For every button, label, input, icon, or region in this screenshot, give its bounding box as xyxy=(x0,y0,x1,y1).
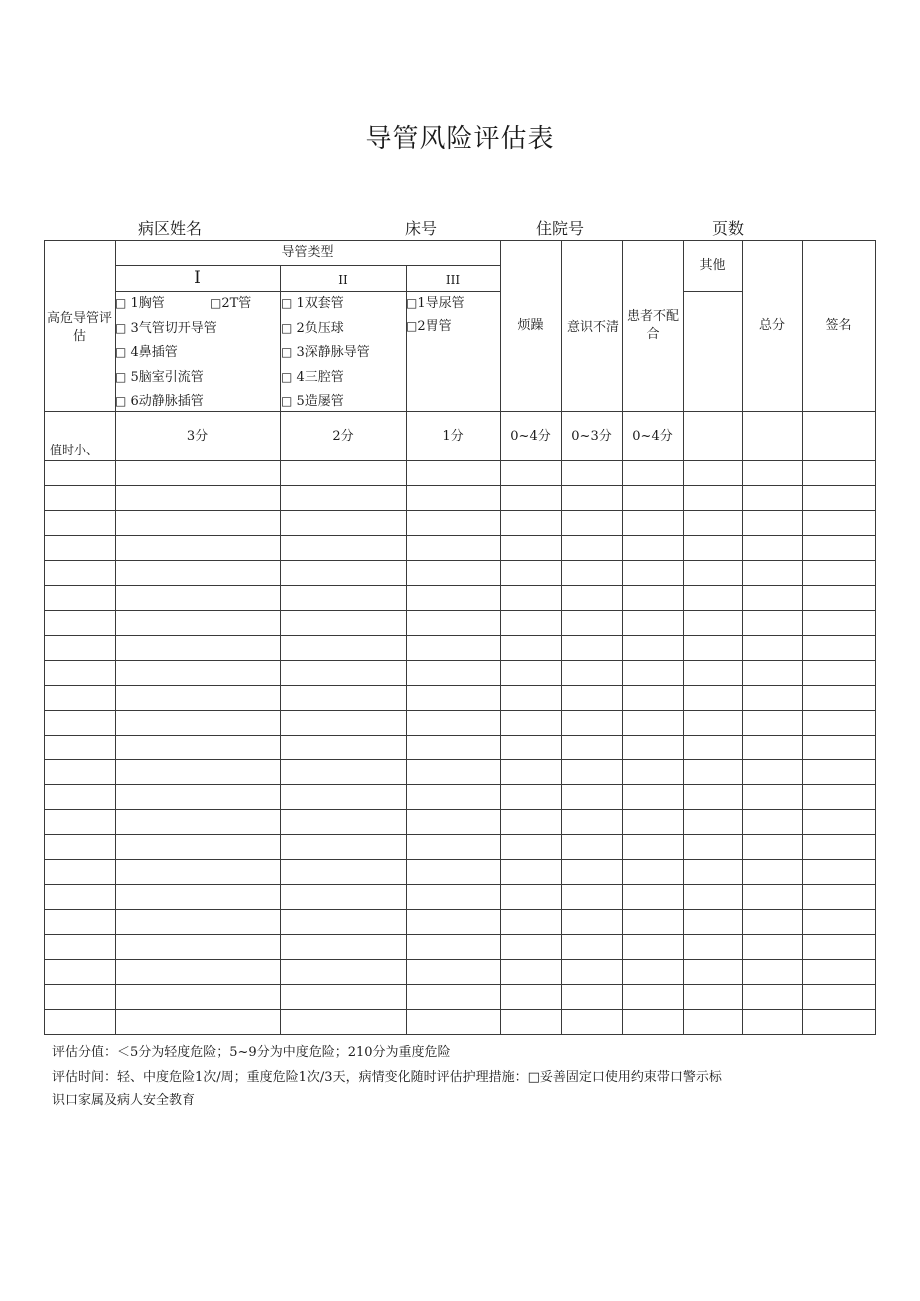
table-row-line xyxy=(44,834,875,835)
agitation-header: 烦躁 xyxy=(517,318,544,334)
table-row-line xyxy=(44,934,875,935)
row-header-high-risk-catheter: 高危导管评估 xyxy=(46,311,112,344)
class-ii-item-triple-lumen: □ 4三腔管 xyxy=(281,370,344,385)
class-i-item-tracheostomy: □ 3气管切开导管 xyxy=(115,321,217,336)
class-iii-score: 1分 xyxy=(442,429,464,445)
class-iii-item-gastric-tube: □2胃管 xyxy=(406,319,452,334)
checkbox-icon: □ xyxy=(115,321,127,335)
page-count-label: 页数 xyxy=(712,219,745,238)
checkbox-icon: □ xyxy=(115,370,127,384)
assessment-schedule-note: 评估时间：轻、中度危险1次/周；重度危险1次/3天，病情变化随时评估护理措施：□妥善固定口使用约束带口警示标 xyxy=(52,1070,722,1085)
checkbox-icon: □ xyxy=(281,296,293,310)
table-vline xyxy=(622,240,623,1034)
ward-name-label: 病区姓名 xyxy=(138,219,203,238)
table-vline xyxy=(561,240,562,1034)
catheter-type-header: 导管类型 xyxy=(281,245,334,261)
class-i-item-t-tube: □2T管 xyxy=(210,296,252,311)
checkbox-icon: □ xyxy=(115,394,127,408)
uncooperative-header: 患者不配合 xyxy=(626,309,679,342)
score-row-label: 值时小、 xyxy=(50,443,99,457)
class-ii-item-negative-pressure: □ 2负压球 xyxy=(281,321,344,336)
class-ii-item-deep-venous: □ 3深静脉导管 xyxy=(281,345,370,360)
table-row-line xyxy=(44,710,875,711)
table-row-line xyxy=(44,660,875,661)
class-i-item-arteriovenous: □ 6动静脉插管 xyxy=(115,394,204,409)
table-row-line xyxy=(44,685,875,686)
checkbox-icon: □ xyxy=(115,296,127,310)
checkbox-icon: □ xyxy=(281,370,293,384)
checkbox-icon: □ xyxy=(281,345,293,359)
checkbox-icon: □ xyxy=(406,296,418,310)
class-i-item-chest-tube: □ 1胸管 xyxy=(115,296,165,311)
page-title: 导管风险评估表 xyxy=(365,124,555,154)
class-i-item-nasal-tube: □ 4鼻插管 xyxy=(115,345,178,360)
admission-number-label: 住院号 xyxy=(536,219,585,238)
consciousness-header: 意识不清 xyxy=(566,320,619,336)
table-row-line xyxy=(44,984,875,985)
safety-measures-note: 识口家属及病人安全教育 xyxy=(52,1093,196,1108)
table-row-line xyxy=(44,959,875,960)
table-row-line xyxy=(44,884,875,885)
checkbox-icon: □ xyxy=(406,319,418,333)
table-row-line xyxy=(44,485,875,486)
table-hline xyxy=(44,460,875,461)
score-scale-note: 评估分值：＜5分为轻度危险；5~9分为中度危险；210分为重度危险 xyxy=(52,1045,451,1060)
signature-header: 签名 xyxy=(825,318,852,334)
table-border-right xyxy=(875,240,876,1035)
table-row-line xyxy=(44,1009,875,1010)
agitation-score: 0~4分 xyxy=(510,429,551,445)
class-i-header: I xyxy=(194,267,201,288)
bed-number-label: 床号 xyxy=(405,219,438,238)
table-row-line xyxy=(44,560,875,561)
uncooperative-score: 0~4分 xyxy=(632,429,673,445)
class-ii-header: II xyxy=(338,272,348,287)
table-row-line xyxy=(44,535,875,536)
table-hline xyxy=(683,291,742,292)
checkbox-icon: □ xyxy=(281,321,293,335)
table-row-line xyxy=(44,610,875,611)
checkbox-icon: □ xyxy=(281,394,293,408)
class-ii-item-double-cannula: □ 1双套管 xyxy=(281,296,344,311)
table-vline xyxy=(406,266,407,1034)
table-row-line xyxy=(44,510,875,511)
class-ii-score: 2分 xyxy=(332,429,354,445)
table-border-bottom xyxy=(44,1034,876,1035)
table-row-line xyxy=(44,784,875,785)
class-i-item-ventricular-drain: □ 5脑室引流管 xyxy=(115,370,204,385)
class-i-score: 3分 xyxy=(186,429,209,445)
other-header: 其他 xyxy=(699,258,726,274)
table-row-line xyxy=(44,859,875,860)
checkbox-icon: □ xyxy=(115,345,127,359)
table-row-line xyxy=(44,909,875,910)
table-row-line xyxy=(44,585,875,586)
table-row-line xyxy=(44,635,875,636)
consciousness-score: 0~3分 xyxy=(571,429,612,445)
table-row-line xyxy=(44,759,875,760)
class-iii-header: III xyxy=(445,272,461,287)
table-vline xyxy=(683,240,684,1034)
checkbox-icon: □ xyxy=(210,296,222,310)
table-row-line xyxy=(44,735,875,736)
table-hline xyxy=(44,411,875,412)
total-score-header: 总分 xyxy=(758,318,785,334)
class-iii-item-urinary-catheter: □1导尿管 xyxy=(406,296,465,311)
class-ii-item-stoma-tube: □ 5造屡管 xyxy=(281,394,344,409)
table-row-line xyxy=(44,809,875,810)
